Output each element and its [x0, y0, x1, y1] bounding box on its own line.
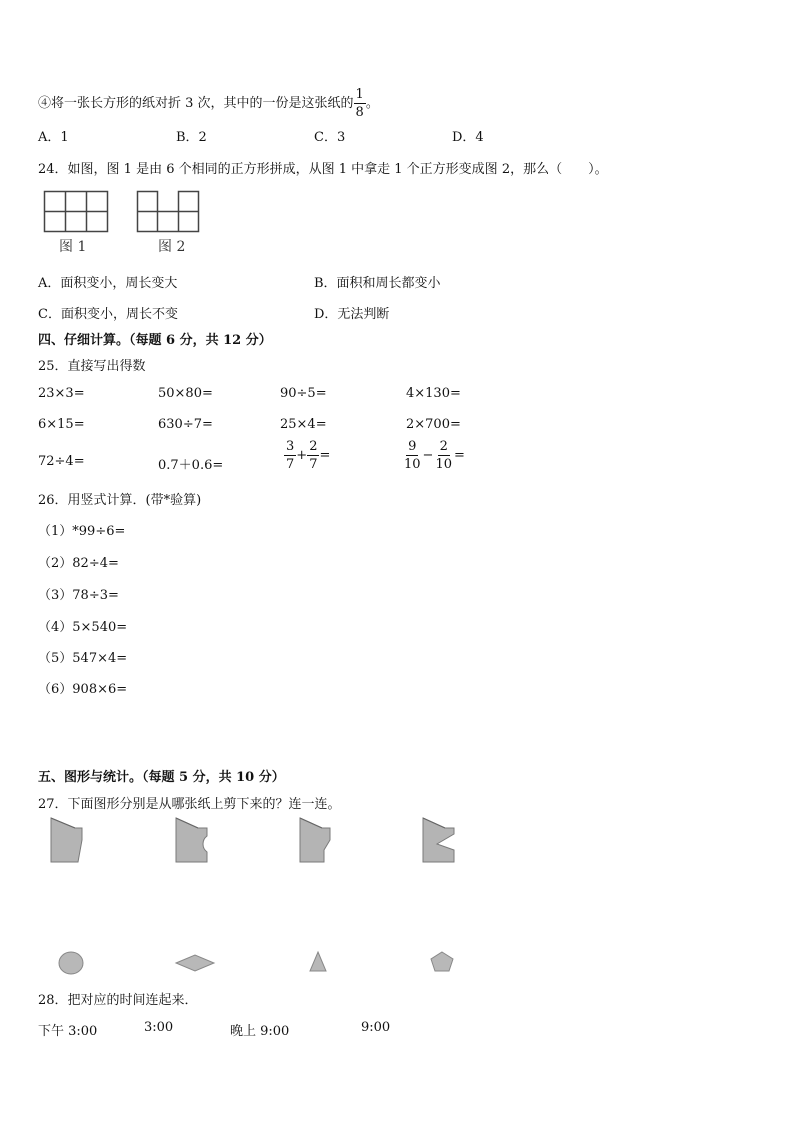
figure-1-grid	[44, 191, 110, 233]
triangle-shape[interactable]	[308, 950, 330, 974]
pentagon-shape[interactable]	[430, 950, 456, 974]
calc-item: 0.7＋0.6=	[158, 458, 224, 473]
calc-item: 25×4=	[280, 417, 327, 432]
figure-2-label: 图 2	[158, 239, 186, 255]
calc-item: 50×80=	[158, 386, 213, 401]
vertical-calc-item: （1）*99÷6=	[38, 524, 126, 539]
fraction	[402, 440, 423, 471]
fraction-expression	[402, 440, 465, 471]
calc-item: 23×3=	[38, 386, 85, 401]
question-25-title: 25．直接写出得数	[38, 359, 146, 374]
vertical-calc-item: （6）908×6=	[38, 682, 128, 697]
vertical-calc-item: （5）547×4=	[38, 651, 128, 666]
fraction-numerator: 2	[439, 439, 448, 454]
fraction-denominator: 7	[309, 457, 318, 472]
cut-paper-shape-1[interactable]	[49, 818, 85, 864]
time-item[interactable]: 下午 3:00	[38, 1024, 98, 1039]
question-28-title: 28．把对应的时间连起来．	[38, 993, 198, 1008]
figure-1-label: 图 1	[59, 239, 87, 255]
calc-item: 4×130=	[406, 386, 461, 401]
equals-sign: =	[454, 448, 465, 463]
cut-paper-shape-3[interactable]	[298, 818, 334, 864]
vertical-calc-item: （3）78÷3=	[38, 588, 119, 603]
option-d[interactable]: D．4	[452, 130, 484, 145]
fraction-expression	[284, 440, 330, 471]
option-a[interactable]: A．面积变小，周长变大	[38, 276, 178, 291]
option-a[interactable]: A．1	[38, 130, 69, 145]
calc-item: 6×15=	[38, 417, 85, 432]
fraction-denominator: 10	[435, 457, 452, 472]
calc-item: 90÷5=	[280, 386, 327, 401]
time-item[interactable]: 3:00	[144, 1020, 174, 1035]
question-item-4	[38, 88, 379, 119]
time-item[interactable]: 9:00	[361, 1020, 391, 1035]
option-b[interactable]: B．2	[176, 130, 207, 145]
minus-sign: −	[422, 448, 434, 463]
fraction-one-eighth	[354, 88, 366, 119]
option-c[interactable]: C．3	[314, 130, 346, 145]
calc-item: 630÷7=	[158, 417, 213, 432]
rhombus-shape[interactable]	[174, 951, 216, 975]
fraction-numerator: 1	[355, 87, 364, 102]
section-5-title: 五、图形与统计。（每题 5 分，共 10 分）	[38, 770, 285, 785]
fraction-denominator: 7	[286, 457, 295, 472]
fraction-denominator: 10	[404, 457, 421, 472]
question-26-title: 26．用竖式计算．(带*验算)	[38, 493, 202, 508]
option-c[interactable]: C．面积变小，周长不变	[38, 307, 178, 322]
option-b[interactable]: B．面积和周长都变小	[314, 276, 441, 291]
calc-item: 72÷4=	[38, 454, 85, 469]
option-d[interactable]: D．无法判断	[314, 307, 390, 322]
time-item[interactable]: 晚上 9:00	[230, 1024, 290, 1039]
fraction	[284, 440, 296, 471]
equals-sign: =	[319, 448, 331, 463]
question-27-title: 27．下面图形分别是从哪张纸上剪下来的？连一连。	[38, 797, 341, 812]
figure-2-grid	[137, 191, 201, 233]
cut-paper-shape-4[interactable]	[421, 818, 459, 864]
cut-paper-shape-2[interactable]	[174, 818, 212, 864]
plus-sign: +	[296, 448, 308, 463]
circle-shape[interactable]	[57, 950, 87, 976]
vertical-calc-item: （2）82÷4=	[38, 556, 119, 571]
vertical-calc-item: （4）5×540=	[38, 620, 128, 635]
fraction-numerator: 2	[309, 439, 318, 454]
question-item-4-text: ④将一张长方形的纸对折 3 次，其中的一份是这张纸的	[38, 96, 354, 111]
fraction-numerator: 9	[408, 439, 417, 454]
question-item-4-end: 。	[365, 96, 379, 111]
fraction-denominator: 8	[355, 105, 364, 120]
question-24-text: 24．如图，图 1 是由 6 个相同的正方形拼成，从图 1 中拿走 1 个正方形变成图 2，那么（ ）。	[38, 162, 608, 177]
fraction	[307, 440, 319, 471]
calc-item: 2×700=	[406, 417, 461, 432]
section-4-title: 四、仔细计算。（每题 6 分，共 12 分）	[38, 333, 272, 348]
fraction	[433, 440, 454, 471]
fraction-numerator: 3	[286, 439, 295, 454]
